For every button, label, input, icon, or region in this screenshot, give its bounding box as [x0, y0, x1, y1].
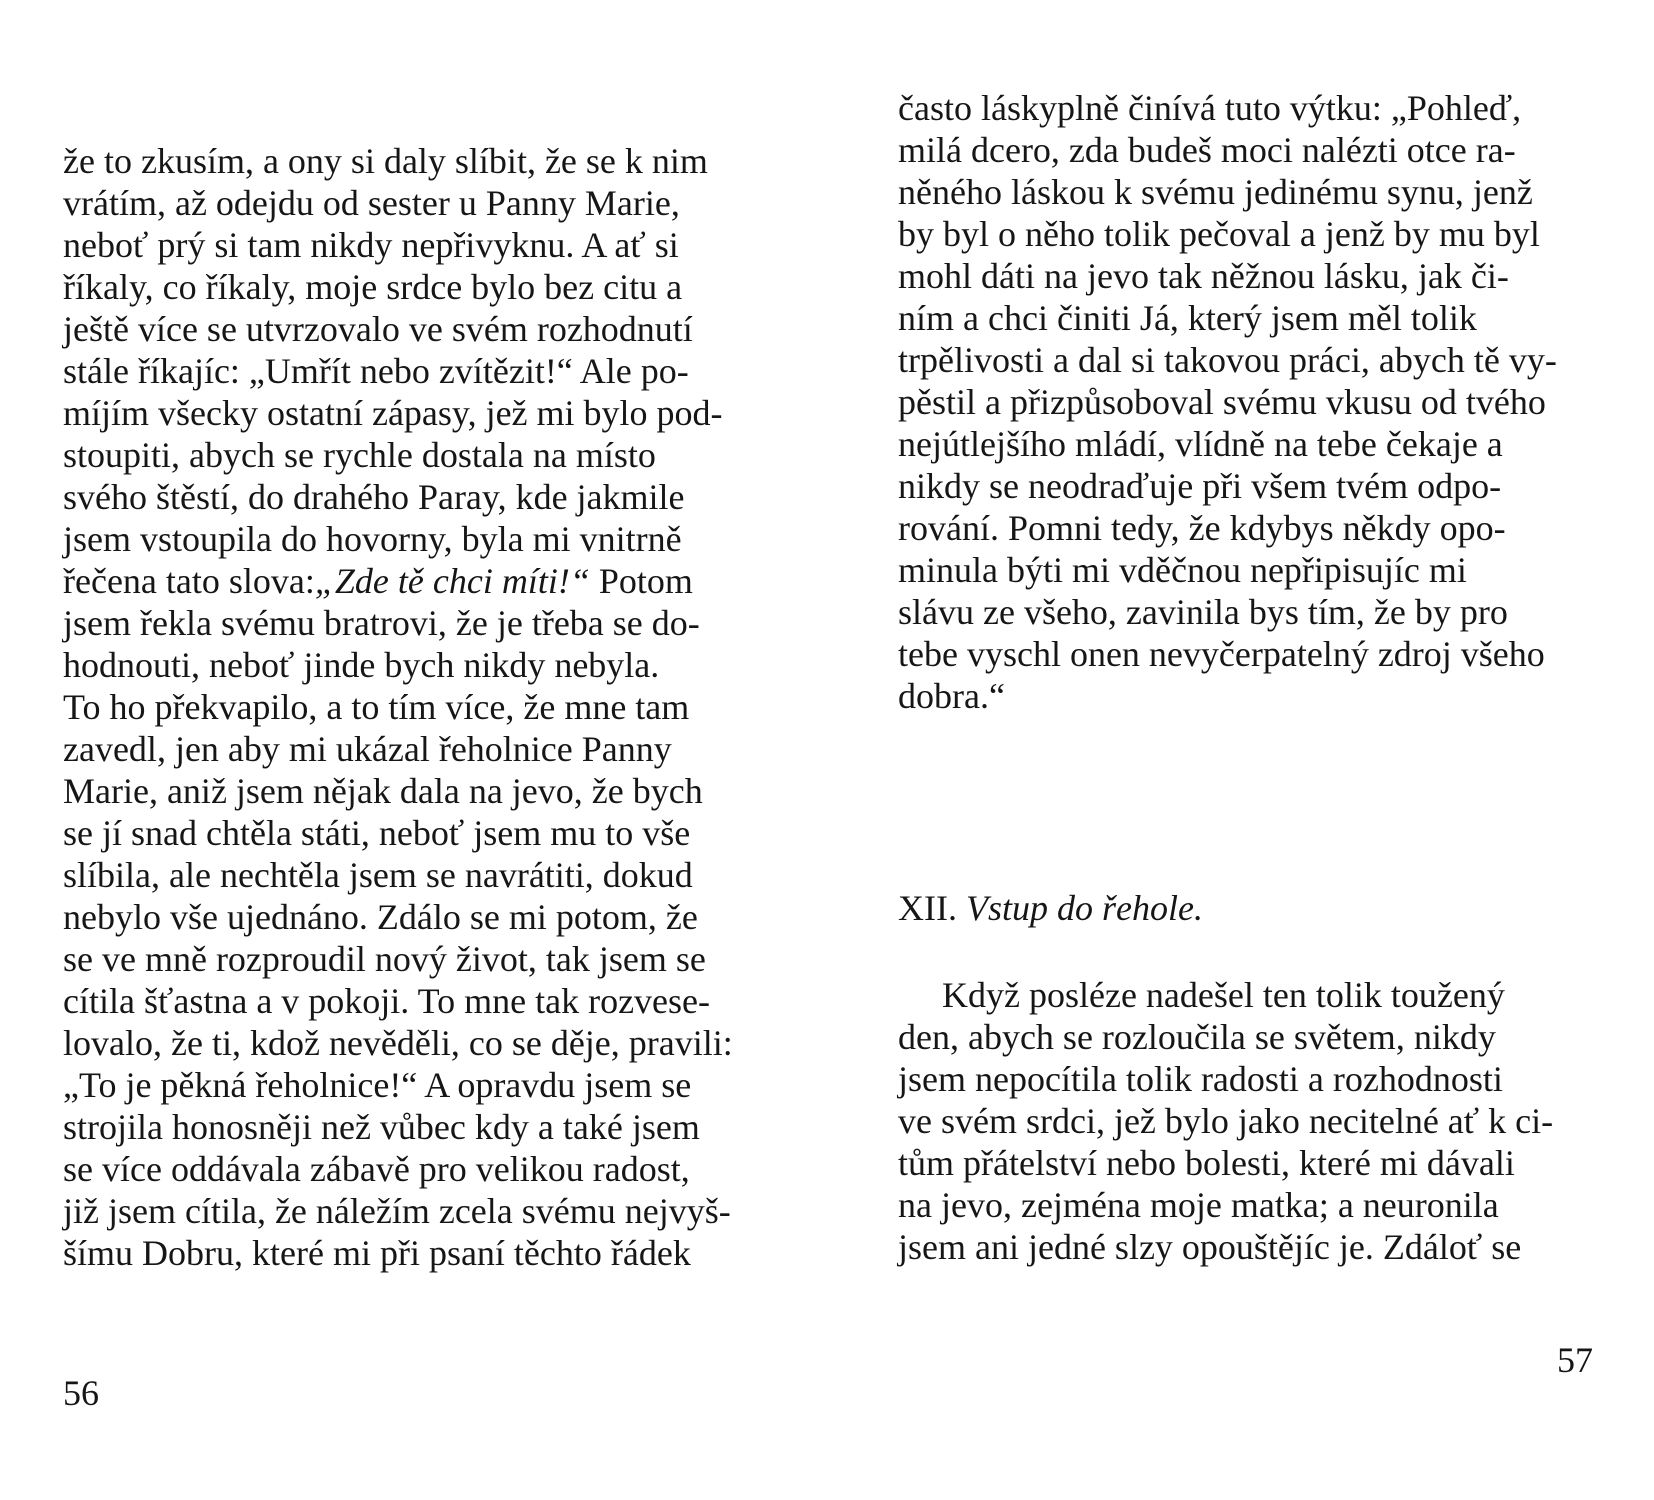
text-line: jsem vstoupila do hovorny, byla mi vnitrně — [63, 519, 682, 559]
text-line: milá dcero, zda budeš moci nalézti otce ra- — [898, 130, 1516, 170]
text-run: Potom — [598, 561, 693, 601]
text-line: slávu ze všeho, zavinila bys tím, že by pro — [898, 592, 1508, 632]
text-line: cítila šťastna a v pokoji. To mne tak rozvese- — [63, 981, 711, 1021]
text-line: Když posléze nadešel ten tolik toužený — [942, 975, 1505, 1015]
text-line: strojila honosněji než vůbec kdy a také jsem — [63, 1107, 700, 1147]
page-number: 56 — [63, 1373, 99, 1413]
text-line: To ho překvapilo, a to tím více, že mne tam — [63, 687, 690, 727]
text-line: zavedl, jen aby mi ukázal řeholnice Panny — [63, 729, 672, 769]
text-line: rování. Pomni tedy, že kdybys někdy opo- — [898, 508, 1506, 548]
text-line: jsem nepocítila tolik radosti a rozhodnosti — [898, 1059, 1503, 1099]
text-line: že to zkusím, a ony si daly slíbit, že se k nim — [63, 141, 708, 181]
text-line: den, abych se rozloučila se světem, nikdy — [898, 1017, 1496, 1057]
text-line: by byl o něho tolik pečoval a jenž by mu byl — [898, 214, 1540, 254]
text-line: trpělivosti a dal si takovou práci, abych tě vy- — [898, 340, 1557, 380]
text-line: nebylo vše ujednáno. Zdálo se mi potom, že — [63, 897, 698, 937]
text-line: dobra.“ — [898, 676, 1005, 716]
text-line: se jí snad chtěla státi, neboť jsem mu to vše — [63, 813, 691, 853]
text-line: na jevo, zejména moje matka; a neuronila — [898, 1185, 1499, 1225]
text-line: lovalo, že ti, kdož nevěděli, co se děje, pravili: — [63, 1023, 733, 1063]
text-line: se více oddávala zábavě pro velikou radost, — [63, 1149, 690, 1189]
chapter-number: XII. — [898, 888, 957, 928]
text-line: ještě více se utvrzovalo ve svém rozhodnutí — [63, 309, 693, 349]
text-line: jsem řekla svému bratrovi, že je třeba se do- — [63, 603, 700, 643]
text-line: míjím všecky ostatní zápasy, jež mi bylo pod- — [63, 393, 723, 433]
chapter-heading — [898, 886, 1203, 930]
text-line: něného láskou k svému jedinému synu, jenž — [898, 172, 1533, 212]
text-line: ním a chci činiti Já, který jsem měl tolik — [898, 298, 1477, 338]
text-run: řečena tato slova: — [63, 561, 315, 601]
text-line: minula býti mi vděčnou nepřipisujíc mi — [898, 550, 1467, 590]
text-line: svého štěstí, do drahého Paray, kde jakmile — [63, 477, 685, 517]
text-line: Marie, aniž jsem nějak dala na jevo, že bych — [63, 771, 703, 811]
chapter-title: Vstup do řehole. — [965, 888, 1203, 928]
text-line: již jsem cítila, že náležím zcela svému nejvyš- — [63, 1191, 731, 1231]
text-line: nejútlejšího mládí, vlídně na tebe čekaje a — [898, 424, 1503, 464]
text-line: „To je pěkná řeholnice!“ A opravdu jsem se — [63, 1065, 692, 1105]
text-line: slíbila, ale nechtěla jsem se navrátiti, dokud — [63, 855, 693, 895]
text-line: se ve mně rozproudil nový život, tak jsem se — [63, 939, 706, 979]
text-line: tům přátelství nebo bolesti, které mi dávali — [898, 1143, 1515, 1183]
text-line: šímu Dobru, které mi při psaní těchto řádek — [63, 1233, 691, 1273]
text-line: neboť prý si tam nikdy nepřivyknu. A ať si — [63, 225, 679, 265]
text-line-mixed — [63, 559, 693, 603]
text-line: ve svém srdci, jež bylo jako necitelné ať k ci- — [898, 1101, 1554, 1141]
text-line: jsem ani jedné slzy opouštějíc je. Zdáloť se — [898, 1227, 1522, 1267]
right-page — [827, 0, 1654, 1500]
text-line: říkaly, co říkaly, moje srdce bylo bez citu a — [63, 267, 683, 307]
text-line: pěstil a přizpůsoboval svému vkusu od tvého — [898, 382, 1546, 422]
text-line: hodnouti, neboť jinde bych nikdy nebyla. — [63, 645, 660, 685]
text-line: stoupiti, abych se rychle dostala na místo — [63, 435, 656, 475]
text-line: stále říkajíc: „Umřít nebo zvítězit!“ Ale po- — [63, 351, 689, 391]
text-line: tebe vyschl onen nevyčerpatelný zdroj všeho — [898, 634, 1545, 674]
page-number: 57 — [1557, 1340, 1593, 1380]
text-line: nikdy se neodraďuje při všem tvém odpo- — [898, 466, 1502, 506]
text-line: vrátím, až odejdu od sester u Panny Marie, — [63, 183, 680, 223]
text-line: často láskyplně činívá tuto výtku: „Pohleď, — [898, 88, 1522, 128]
text-line: mohl dáti na jevo tak něžnou lásku, jak či- — [898, 256, 1509, 296]
italic-quote: „Zde tě chci míti!“ — [314, 561, 590, 601]
